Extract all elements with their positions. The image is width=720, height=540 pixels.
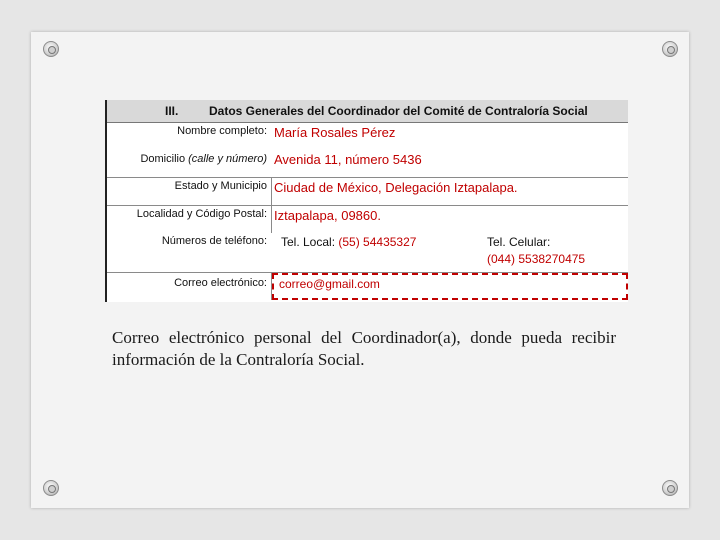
cell-phone-label: Tel. Celular: <box>487 235 551 249</box>
email-value: correo@gmail.com <box>279 277 380 291</box>
cell-phone-value: (044) 5538270475 <box>487 252 586 266</box>
coordinator-form <box>105 100 628 302</box>
email-label: Correo electrónico: <box>174 277 267 289</box>
state-municipality-label: Estado y Municipio <box>174 180 267 192</box>
locality-zip-value: Iztapalapa, 09860. <box>274 208 381 223</box>
address-label-hint: (calle y número) <box>188 153 267 165</box>
column-divider <box>271 177 272 205</box>
landline-label: Tel. Local: <box>281 235 339 249</box>
landline-phone <box>281 235 416 249</box>
screw-icon <box>43 41 59 57</box>
address-label-main: Domicilio <box>140 153 189 165</box>
full-name-label: Nombre completo: <box>177 125 267 137</box>
section-title: Datos Generales del Coordinador del Comité de Contraloría Social <box>209 104 588 118</box>
state-municipality-value: Ciudad de México, Delegación Iztapalapa. <box>274 180 518 195</box>
caption-text: Correo electrónico personal del Coordinador(a), donde pueda recibir información de la Contraloría Social. <box>112 328 616 369</box>
column-divider <box>271 205 272 233</box>
address-label <box>107 153 267 165</box>
screw-icon <box>662 41 678 57</box>
full-name-value: María Rosales Pérez <box>274 125 396 140</box>
landline-value: (55) 54435327 <box>338 235 417 249</box>
row-divider <box>107 205 628 206</box>
form-header <box>107 100 628 123</box>
screw-icon <box>43 480 59 496</box>
row-divider <box>107 177 628 178</box>
phone-numbers-label: Números de teléfono: <box>161 235 267 247</box>
locality-zip-label: Localidad y Código Postal: <box>136 208 267 220</box>
screw-icon <box>662 480 678 496</box>
section-number: III. <box>165 104 179 118</box>
address-value: Avenida 11, número 5436 <box>274 152 422 167</box>
